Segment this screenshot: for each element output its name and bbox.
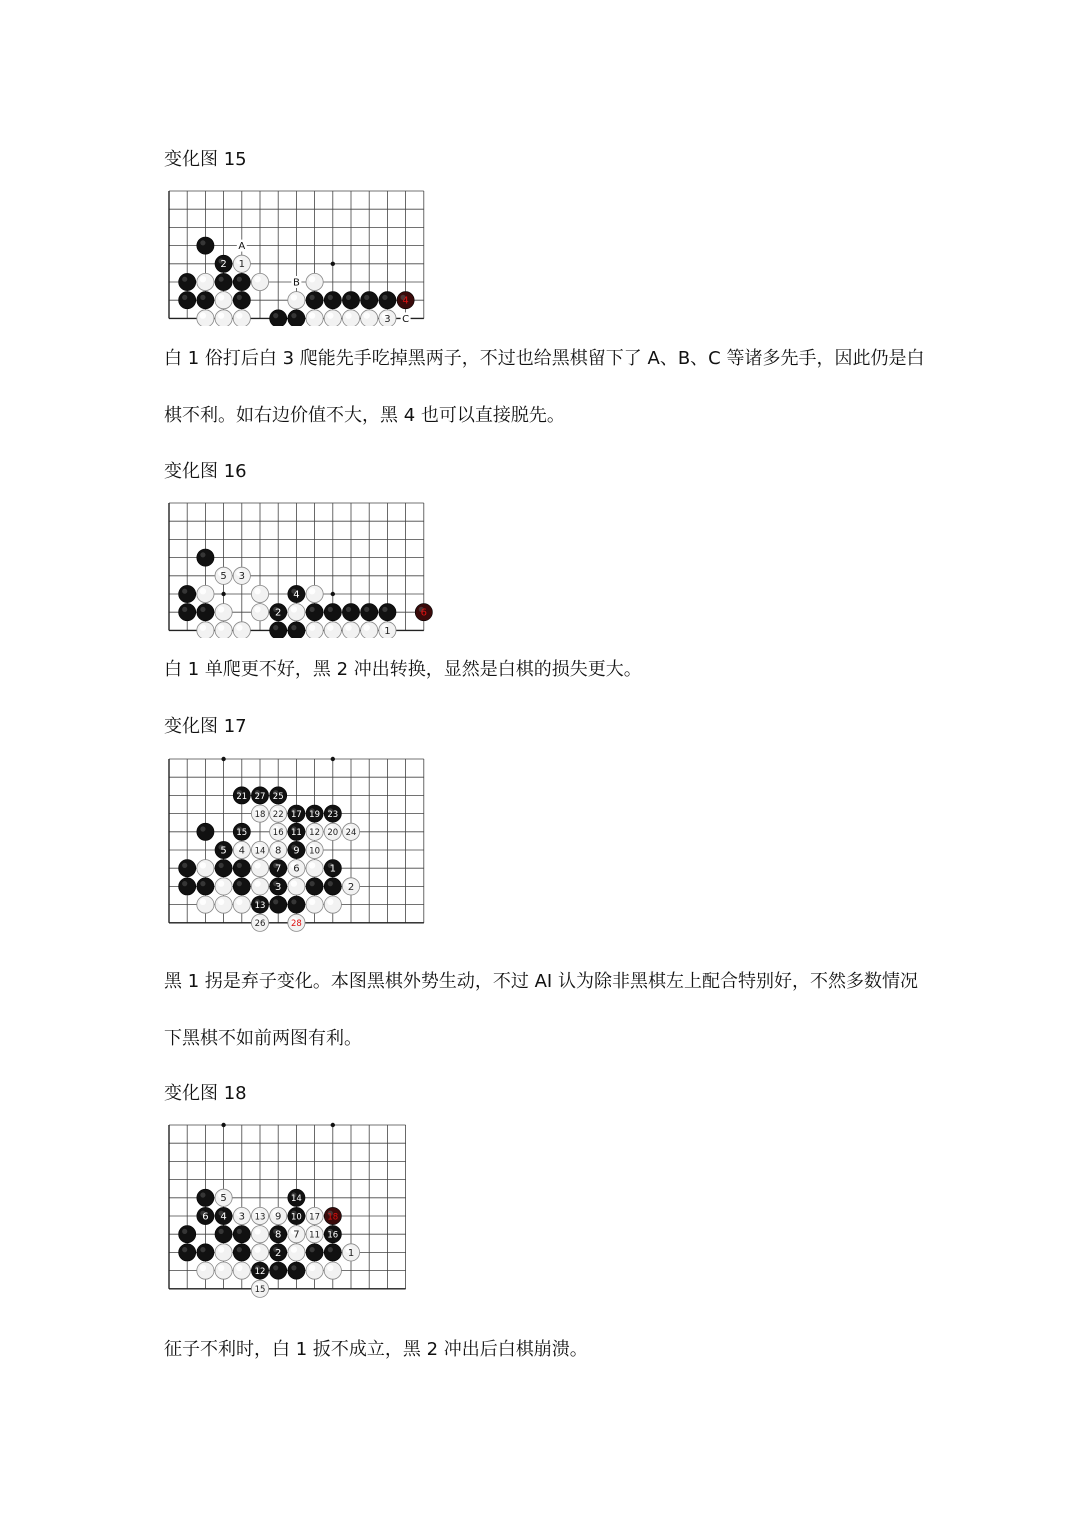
stone-highlight	[200, 624, 206, 630]
stone-highlight	[382, 607, 387, 612]
stone-highlight	[182, 1247, 187, 1252]
black-stone	[361, 604, 378, 621]
figure-18-caption: 征子不利时，白 1 扳不成立，黑 2 冲出后白棋崩溃。	[164, 1339, 588, 1360]
figure-17-heading: 变化图 17	[164, 716, 247, 737]
white-stone	[215, 1244, 232, 1261]
stone-highlight	[254, 862, 260, 868]
stone-highlight	[309, 1265, 315, 1271]
black-stone	[288, 622, 305, 638]
stone-highlight	[237, 863, 242, 868]
move-number: 19	[309, 810, 321, 820]
stone-highlight	[345, 624, 351, 630]
move-number: 11	[309, 1230, 321, 1241]
move-number: 5	[220, 1193, 227, 1205]
black-stone	[215, 1226, 232, 1243]
black-stone	[233, 292, 250, 309]
white-stone	[342, 622, 359, 638]
stone-highlight	[236, 899, 242, 905]
black-stone	[197, 1189, 214, 1206]
move-number: 6	[293, 863, 300, 875]
figure-17-board	[166, 756, 448, 948]
stone-highlight	[236, 1265, 242, 1271]
stone-highlight	[291, 294, 297, 300]
white-stone	[251, 1244, 268, 1261]
figure-17-caption: 黑 1 拐是弃子变化。本图黑棋外势生动，不过 AI 认为除非黑棋左上配合特别好，不然多数情况下黑棋不如前两图有利。	[164, 971, 918, 1049]
black-stone	[270, 1262, 287, 1279]
black-stone	[179, 273, 196, 290]
figure-18-board	[166, 1122, 418, 1320]
stone-highlight	[310, 881, 315, 886]
stone-highlight	[364, 312, 370, 318]
stone-highlight	[309, 588, 315, 594]
stone-highlight	[219, 277, 224, 282]
move-number: 7	[293, 1229, 300, 1241]
white-stone	[306, 896, 323, 913]
black-stone	[179, 1244, 196, 1261]
black-stone	[197, 604, 214, 621]
stone-highlight	[291, 880, 297, 886]
stone-highlight	[273, 313, 278, 318]
stone-highlight	[291, 606, 297, 612]
move-number: 23	[327, 810, 339, 820]
stone-highlight	[254, 1228, 260, 1234]
stone-highlight	[309, 624, 315, 630]
black-stone	[361, 292, 378, 309]
black-stone	[270, 622, 287, 638]
move-number: 27	[254, 791, 266, 802]
move-number: 2	[275, 1247, 282, 1259]
figure-15-board	[166, 188, 434, 326]
star-point	[221, 1123, 225, 1127]
white-stone	[251, 273, 268, 290]
move-number: 12	[309, 828, 321, 839]
white-stone	[306, 585, 323, 602]
move-number: 15	[254, 1285, 266, 1296]
black-stone	[197, 823, 214, 840]
stone-highlight	[182, 1229, 187, 1234]
white-stone	[215, 1262, 232, 1279]
move-number: 4	[402, 295, 409, 307]
figure-16-heading: 变化图 16	[164, 461, 247, 482]
stone-highlight	[364, 624, 370, 630]
move-number: 7	[275, 863, 282, 875]
stone-highlight	[218, 1265, 224, 1271]
white-stone	[215, 622, 232, 638]
black-stone	[324, 604, 341, 621]
white-stone	[215, 878, 232, 895]
move-number: 2	[220, 259, 227, 271]
white-stone	[233, 622, 250, 638]
figure-15-caption: 白 1 俗打后白 3 爬能先手吃掉黑两子，不过也给黑棋留下了 A、B、C 等诸多先手，因此仍是白棋不利。如右边价值不大，黑 4 也可以直接脱先。	[164, 348, 925, 426]
move-number: 20	[327, 828, 339, 839]
figure-18-heading: 变化图 18	[164, 1083, 247, 1104]
white-stone	[233, 310, 250, 326]
move-number: 2	[347, 881, 355, 893]
stone-highlight	[328, 607, 333, 612]
black-stone	[197, 878, 214, 895]
stone-highlight	[310, 1247, 315, 1252]
stone-highlight	[219, 1229, 224, 1234]
white-stone	[197, 1262, 214, 1279]
black-stone	[179, 604, 196, 621]
white-stone	[215, 310, 232, 326]
white-stone	[251, 878, 268, 895]
black-stone	[270, 310, 287, 326]
point-label: A	[238, 241, 246, 253]
move-number: 12	[254, 1267, 266, 1277]
stone-highlight	[200, 1247, 205, 1252]
black-stone	[342, 292, 359, 309]
black-stone	[270, 896, 287, 913]
black-stone	[233, 878, 250, 895]
stone-highlight	[200, 588, 206, 594]
move-number: 28	[290, 919, 302, 930]
move-number: 15	[236, 828, 248, 839]
stone-highlight	[200, 312, 206, 318]
stone-highlight	[218, 312, 224, 318]
stone-highlight	[328, 881, 333, 886]
stone-highlight	[200, 552, 205, 557]
stone-highlight	[309, 862, 315, 868]
move-number: 9	[275, 1211, 282, 1223]
figure-15-heading: 变化图 15	[164, 149, 247, 170]
white-stone	[324, 1262, 341, 1279]
stone-highlight	[200, 881, 205, 886]
stone-highlight	[219, 863, 224, 868]
stone-highlight	[218, 1246, 224, 1252]
stone-highlight	[291, 1265, 296, 1270]
stone-highlight	[364, 607, 369, 612]
stone-highlight	[254, 588, 260, 594]
move-number: 16	[272, 828, 284, 839]
stone-highlight	[364, 295, 369, 300]
stone-highlight	[237, 295, 242, 300]
move-number: 9	[293, 845, 300, 857]
stone-highlight	[273, 625, 278, 630]
black-stone	[379, 604, 396, 621]
black-stone	[215, 273, 232, 290]
figure-16-board	[166, 500, 440, 638]
move-number: 5	[220, 845, 227, 857]
black-stone	[179, 292, 196, 309]
move-number: 1	[238, 259, 245, 271]
stone-highlight	[182, 881, 187, 886]
star-point	[221, 757, 225, 761]
black-stone	[197, 237, 214, 254]
white-stone	[197, 622, 214, 638]
black-stone	[306, 292, 323, 309]
white-stone	[306, 1262, 323, 1279]
black-stone	[288, 310, 305, 326]
stone-highlight	[254, 1246, 260, 1252]
stone-highlight	[218, 899, 224, 905]
stone-highlight	[254, 606, 260, 612]
stone-highlight	[237, 277, 242, 282]
move-number: 3	[238, 1211, 245, 1223]
black-stone	[179, 1226, 196, 1243]
white-stone	[288, 878, 305, 895]
stone-highlight	[200, 1265, 206, 1271]
star-point	[331, 592, 335, 596]
move-number: 10	[290, 1212, 302, 1223]
move-number: 5	[220, 571, 227, 583]
black-stone	[197, 549, 214, 566]
white-stone	[251, 585, 268, 602]
stone-highlight	[291, 625, 296, 630]
stone-highlight	[382, 295, 387, 300]
move-number: 14	[254, 846, 266, 857]
black-stone	[324, 292, 341, 309]
star-point	[221, 592, 225, 596]
move-number: 1	[329, 863, 336, 875]
stone-highlight	[345, 312, 351, 318]
black-stone	[233, 1244, 250, 1261]
move-number: 14	[290, 1194, 302, 1205]
stone-highlight	[200, 607, 205, 612]
black-stone	[288, 1262, 305, 1279]
stone-highlight	[200, 862, 206, 868]
stone-highlight	[346, 607, 351, 612]
move-number: 1	[347, 1247, 355, 1259]
star-point	[331, 757, 335, 761]
stone-highlight	[254, 276, 260, 282]
stone-highlight	[254, 880, 260, 886]
stone-highlight	[273, 899, 278, 904]
move-number: 4	[238, 845, 245, 857]
black-stone	[197, 1244, 214, 1261]
white-stone	[288, 292, 305, 309]
black-stone	[215, 860, 232, 877]
white-stone	[251, 604, 268, 621]
black-stone	[233, 1226, 250, 1243]
move-number: 6	[202, 1211, 209, 1223]
stone-highlight	[218, 294, 224, 300]
white-stone	[233, 896, 250, 913]
stone-highlight	[218, 606, 224, 612]
stone-highlight	[237, 1229, 242, 1234]
white-stone	[215, 604, 232, 621]
stone-highlight	[273, 1265, 278, 1270]
move-number: 21	[236, 791, 248, 802]
stone-highlight	[182, 589, 187, 594]
stone-highlight	[346, 295, 351, 300]
black-stone	[324, 1244, 341, 1261]
stone-highlight	[182, 607, 187, 612]
stone-highlight	[291, 313, 296, 318]
black-stone	[306, 878, 323, 895]
move-number: 16	[327, 1230, 339, 1241]
black-stone	[342, 604, 359, 621]
move-number: 13	[254, 1212, 266, 1223]
white-stone	[306, 273, 323, 290]
stone-highlight	[291, 899, 296, 904]
white-stone	[251, 1226, 268, 1243]
white-stone	[215, 896, 232, 913]
white-stone	[215, 292, 232, 309]
move-number: 3	[238, 571, 245, 583]
star-point	[331, 1123, 335, 1127]
move-number: 10	[309, 846, 321, 857]
black-stone	[197, 292, 214, 309]
stone-highlight	[327, 1265, 333, 1271]
move-number: 13	[254, 901, 266, 911]
stone-highlight	[291, 1246, 297, 1252]
white-stone	[197, 273, 214, 290]
stone-highlight	[237, 881, 242, 886]
stone-highlight	[218, 624, 224, 630]
stone-highlight	[236, 312, 242, 318]
white-stone	[306, 310, 323, 326]
black-stone	[233, 273, 250, 290]
white-stone	[288, 1244, 305, 1261]
white-stone	[306, 860, 323, 877]
white-stone	[324, 896, 341, 913]
point-label: C	[402, 314, 410, 325]
white-stone	[361, 622, 378, 638]
white-stone	[361, 310, 378, 326]
white-stone	[342, 310, 359, 326]
move-number: 1	[384, 625, 391, 637]
stone-highlight	[182, 863, 187, 868]
black-stone	[288, 896, 305, 913]
star-point	[331, 262, 335, 266]
move-number: 18	[327, 1212, 339, 1223]
black-stone	[179, 585, 196, 602]
white-stone	[306, 622, 323, 638]
white-stone	[288, 604, 305, 621]
move-number: 4	[220, 1211, 227, 1223]
stone-highlight	[309, 312, 315, 318]
stone-highlight	[182, 295, 187, 300]
move-number: 8	[275, 845, 282, 857]
move-number: 3	[384, 313, 391, 325]
move-number: 8	[275, 1229, 282, 1241]
white-stone	[251, 860, 268, 877]
move-number: 25	[272, 791, 284, 802]
stone-highlight	[200, 240, 205, 245]
white-stone	[197, 896, 214, 913]
stone-highlight	[310, 607, 315, 612]
stone-highlight	[328, 295, 333, 300]
black-stone	[306, 1244, 323, 1261]
move-number: 11	[290, 828, 302, 839]
move-number: 17	[309, 1212, 321, 1223]
stone-highlight	[218, 880, 224, 886]
white-stone	[324, 310, 341, 326]
stone-highlight	[182, 277, 187, 282]
move-number: 26	[254, 919, 266, 930]
stone-highlight	[200, 276, 206, 282]
stone-highlight	[327, 312, 333, 318]
figure-16-caption: 白 1 单爬更不好，黑 2 冲出转换，显然是白棋的损失更大。	[164, 659, 642, 680]
black-stone	[179, 860, 196, 877]
move-number: 18	[254, 810, 266, 820]
white-stone	[197, 860, 214, 877]
stone-highlight	[309, 276, 315, 282]
white-stone	[324, 622, 341, 638]
stone-highlight	[328, 1247, 333, 1252]
white-stone	[197, 585, 214, 602]
move-number: 22	[272, 810, 284, 820]
move-number: 17	[290, 810, 302, 820]
white-stone	[197, 310, 214, 326]
black-stone	[379, 292, 396, 309]
stone-highlight	[200, 1192, 205, 1197]
white-stone	[233, 1262, 250, 1279]
stone-highlight	[200, 899, 206, 905]
stone-highlight	[200, 295, 205, 300]
move-number: 6	[420, 607, 427, 619]
stone-highlight	[327, 624, 333, 630]
stone-highlight	[237, 1247, 242, 1252]
black-stone	[324, 878, 341, 895]
black-stone	[306, 604, 323, 621]
move-number: 4	[293, 589, 300, 601]
stone-highlight	[236, 624, 242, 630]
black-stone	[179, 878, 196, 895]
point-label: B	[292, 277, 300, 289]
move-number: 2	[275, 607, 282, 619]
stone-highlight	[327, 899, 333, 905]
move-number: 24	[345, 828, 357, 839]
stone-highlight	[309, 899, 315, 905]
black-stone	[233, 860, 250, 877]
stone-highlight	[310, 295, 315, 300]
stone-highlight	[200, 826, 205, 831]
move-number: 3	[275, 881, 282, 893]
